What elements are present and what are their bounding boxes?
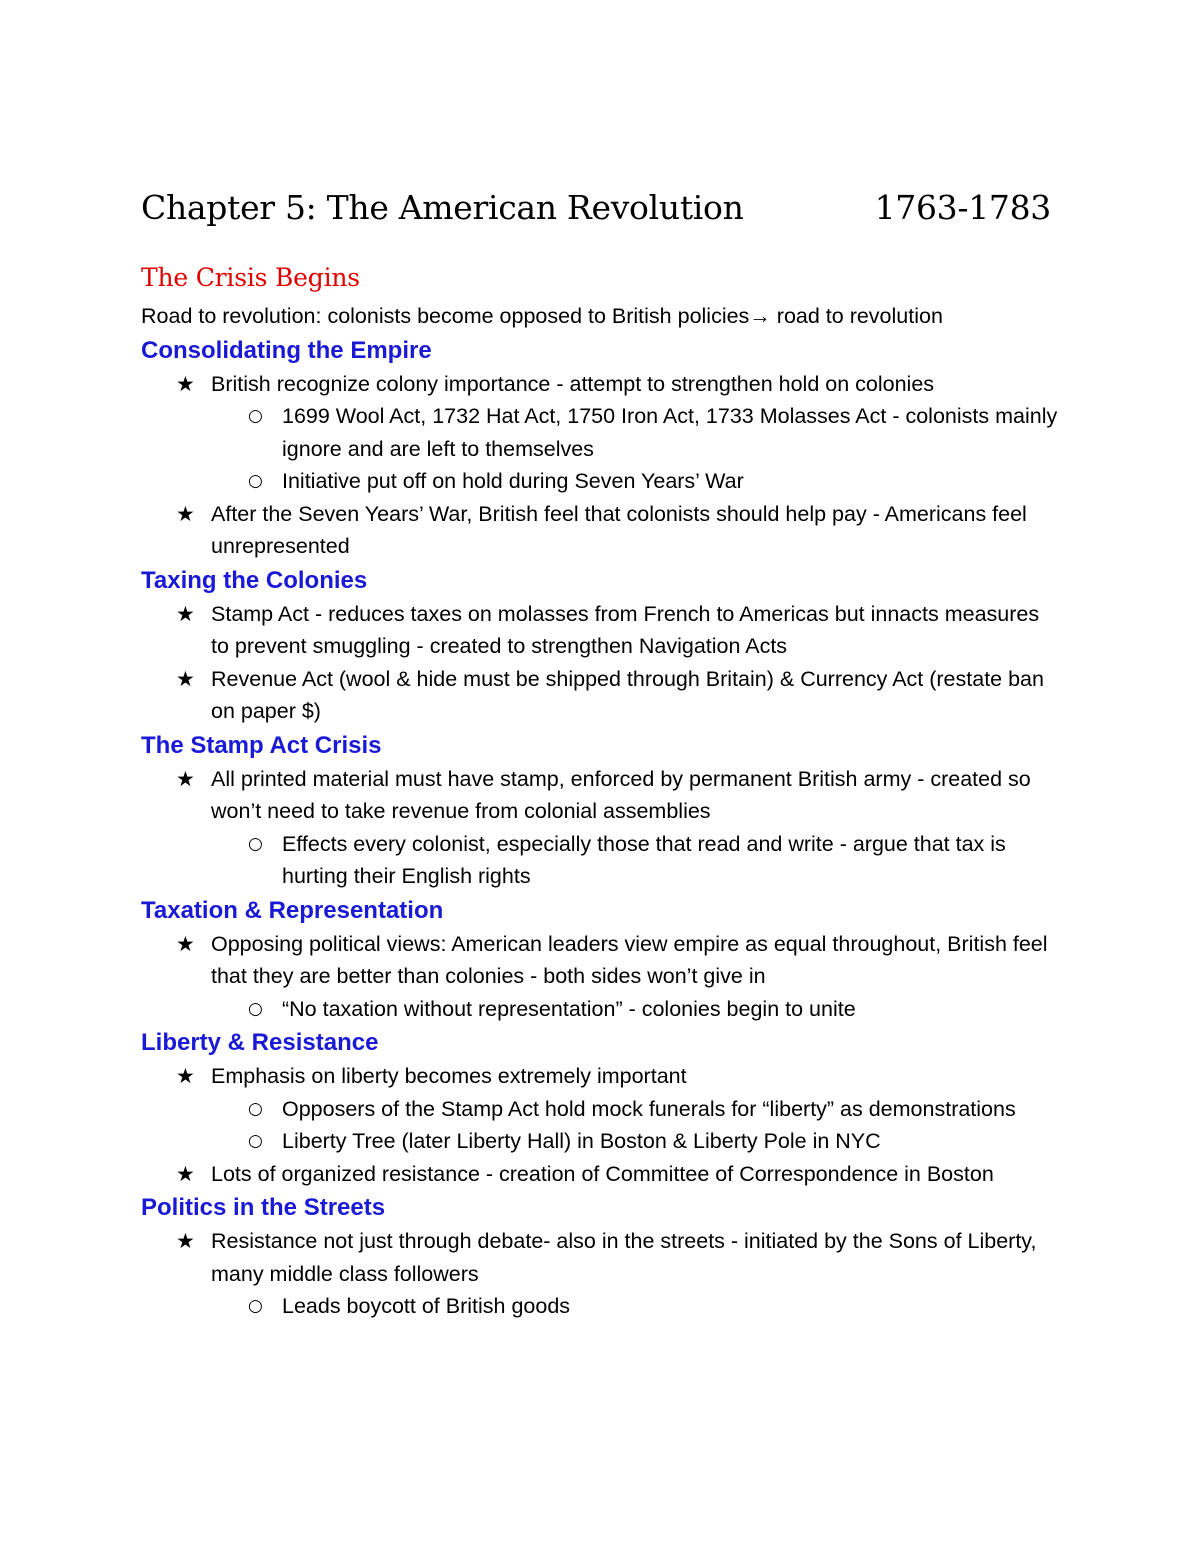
sub-bullet-list [211,1290,1061,1323]
sub-list-item-text: Opposers of the Stamp Act hold mock funerals for “liberty” as demonstrations [282,1096,1016,1121]
circle-bullet-icon: ○ [248,1296,263,1316]
sub-list-item [141,400,1061,465]
sub-list-item [141,828,1061,893]
list-item [141,498,1061,563]
sub-list-item [141,993,1061,1026]
list-item-text: Lots of organized resistance - creation of Committee of Correspondence in Boston [211,1161,994,1186]
circle-bullet-icon: ○ [248,406,263,426]
bullet-list [141,1225,1061,1323]
sub-list-item [141,465,1061,498]
star-bullet-icon: ★ [176,1064,195,1088]
star-bullet-icon: ★ [176,931,195,956]
section-heading: Taxation & Representation [141,896,444,924]
list-item [141,598,1061,663]
sub-bullet-list [211,1093,1061,1158]
sub-list-item [141,1125,1061,1158]
sub-bullet-list [211,400,1061,498]
sub-list-item-text: Liberty Tree (later Liberty Hall) in Boston & Liberty Pole in NYC [282,1129,881,1153]
list-item [141,1225,1061,1323]
sub-list-item-text: 1699 Wool Act, 1732 Hat Act, 1750 Iron Act, 1733 Molasses Act - colonists mainly ignore and are left to themselves [282,404,1058,461]
list-item-text: Revenue Act (wool & hide must be shipped through Britain) & Currency Act (restate ban on paper $) [211,666,1044,723]
section-heading: Liberty & Resistance [141,1029,379,1056]
list-item-text: After the Seven Years’ War, British feel that colonists should help pay - Americans feel unrepresented [211,501,1027,558]
list-item [141,1158,1061,1191]
circle-bullet-icon: ○ [248,833,263,854]
title-row [141,188,1051,236]
list-item [141,663,1061,728]
star-bullet-icon: ★ [176,501,195,526]
list-item-text: All printed material must have stamp, enforced by permanent British army - created so won’t need to take revenue from colonial assemblies [211,766,1031,823]
section-heading: Taxing the Colonies [141,566,368,594]
list-item [141,1060,1061,1158]
sub-list-item-text: Initiative put off on hold during Seven Years’ War [282,469,744,493]
intro-text: Road to revolution: colonists become opposed to British policies→ road to revolution [141,304,943,328]
bullet-list [141,598,1061,728]
list-item-text: British recognize colony importance - attempt to strengthen hold on colonies [211,371,935,396]
sub-list-item-text: Leads boycott of British goods [282,1294,571,1318]
sub-list-item-text: Effects every colonist, especially those that read and write - argue that tax is hurting their English rights [282,831,1006,888]
bullet-list [141,928,1061,1026]
sections-container [141,333,1061,1323]
document-years: 1763-1783 [874,188,1051,227]
sub-list-item [141,1093,1061,1126]
list-item [141,368,1061,498]
star-bullet-icon: ★ [176,766,195,791]
star-bullet-icon: ★ [176,601,195,626]
star-bullet-icon: ★ [176,666,195,691]
circle-bullet-icon: ○ [248,998,263,1019]
bullet-list [141,763,1061,893]
star-bullet-icon: ★ [176,1161,195,1186]
list-item-text: Resistance not just through debate- also in the streets - initiated by the Sons of Liberty, many middle class followers [211,1229,1037,1286]
circle-bullet-icon: ○ [248,1098,263,1119]
section-heading: Politics in the Streets [141,1194,386,1221]
list-item-text: Stamp Act - reduces taxes on molasses from French to Americas but innacts measures to prevent smuggling - created to strengthen Navigation Acts [211,601,1040,658]
section-heading: The Stamp Act Crisis [141,731,382,759]
sub-list-item [141,1290,1061,1323]
sub-bullet-list [211,828,1061,893]
list-item [141,763,1061,893]
sub-bullet-list [211,993,1061,1026]
circle-bullet-icon: ○ [248,471,263,491]
list-item-text: Opposing political views: American leaders view empire as equal throughout, British feel that they are better than colonies - both sides won’t give in [211,931,1048,988]
list-item-text: Emphasis on liberty becomes extremely important [211,1064,687,1088]
list-item [141,928,1061,1026]
sub-list-item-text: “No taxation without representation” - colonies begin to unite [282,996,856,1021]
section-heading: Consolidating the Empire [141,336,432,364]
star-bullet-icon: ★ [176,371,195,396]
crisis-heading: The Crisis Begins [141,263,360,292]
circle-bullet-icon: ○ [248,1131,263,1151]
star-bullet-icon: ★ [176,1229,195,1253]
document-page [141,188,1061,1323]
document-title: Chapter 5: The American Revolution [141,188,744,227]
bullet-list [141,368,1061,563]
bullet-list [141,1060,1061,1190]
